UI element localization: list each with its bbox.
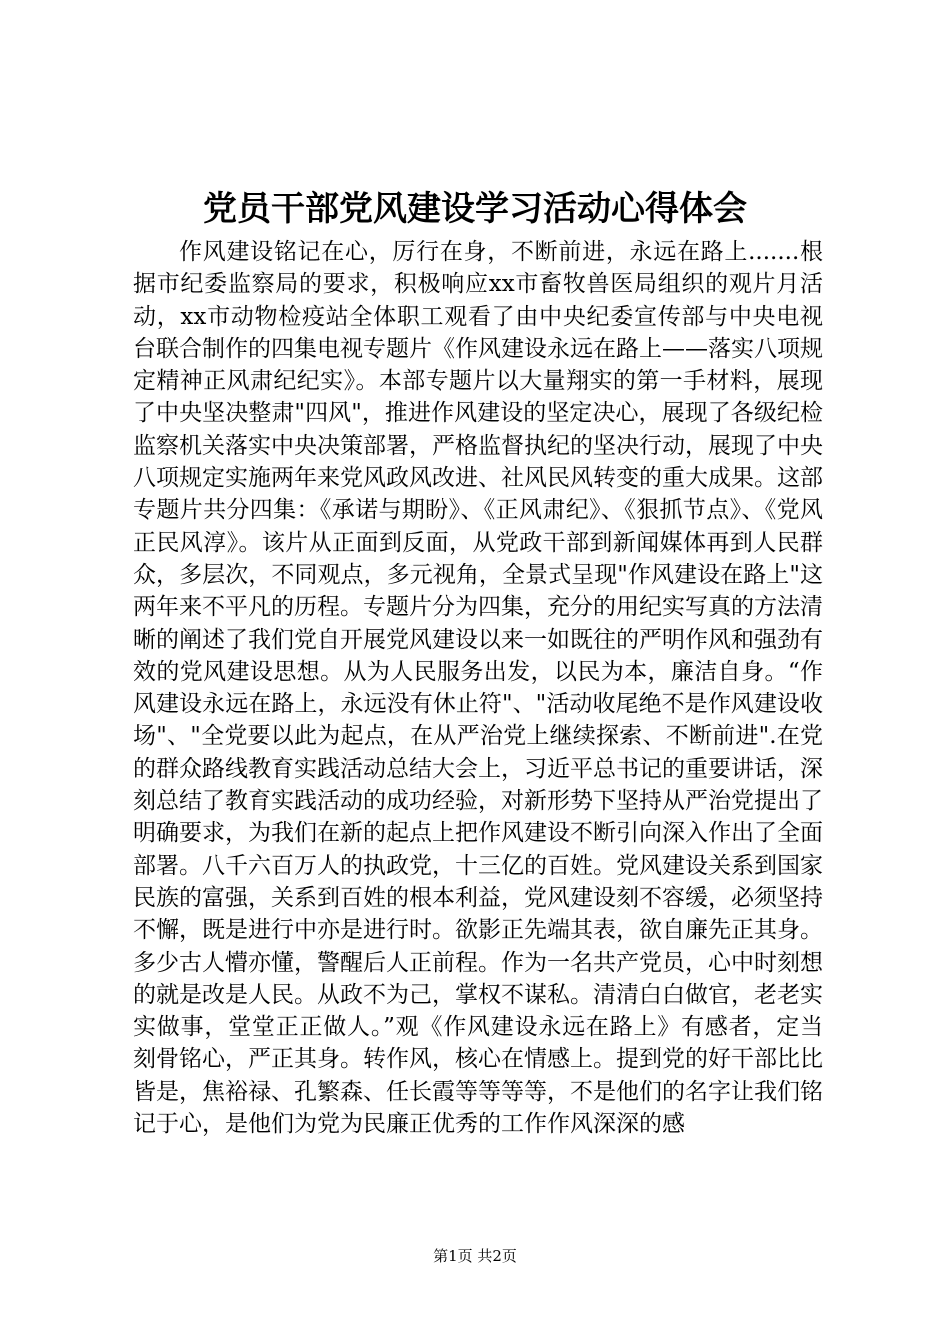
document-title: 党员干部党风建设学习活动心得体会: [203, 189, 747, 229]
page-number: 第1页 共2页: [433, 1247, 517, 1265]
body-paragraph: 作风建设铭记在心，厉行在身，不断前进，永远在路上.......根据市纪委监察局的要求，积极响应xx市畜牧兽医局组织的观片月活动，xx市动物检疫站全体职工观看了由中央纪委宣传部与中央电视台联合制作的四集电视专题片《作风建设永远在路上——落实八项规定精神正风肃纪纪实》。本部专题片以大量翔实的第一手材料，展现了中央坚决整肃"四风"，推进作风建设的坚定决心，展现了各级纪检监察机关落实中央决策部署，严格监督执纪的坚决行动，展现了中央八项规定实施两年来党风政风改进、社风民风转变的重大成果。这部专题片共分四集：《承诺与期盼》、《正风肃纪》、《狠抓节点》、《党风正民风淳》。该片从正面到反面，从党政干部到新闻媒体再到人民群众，多层次，不同观点，多元视角，全景式呈现"作风建设在路上"这两年来不平凡的历程。专题片分为四集，充分的用纪实写真的方法清晰的阐述了我们党自开展党风建设以来一如既往的严明作风和强劲有效的党风建设思想。从为人民服务出发，以民为本，廉洁自身。“作风建设永远在路上，永远没有休止符"、"活动收尾绝不是作风建设收场"、"全党要以此为起点，在从严治党上继续探索、不断前进".在党的群众路线教育实践活动总结大会上，习近平总书记的重要讲话，深刻总结了教育实践活动的成功经验，对新形势下坚持从严治党提出了明确要求，为我们在新的起点上把作风建设不断引向深入作出了全面部署。八千六百万人的执政党，十三亿的百姓。党风建设关系到国家民族的富强，关系到百姓的根本利益，党风建设刻不容缓，必须坚持不懈，既是进行中亦是进行时。欲影正先端其表，欲自廉先正其身。多少古人懵亦懂，警醒后人正前程。作为一名共产党员，心中时刻想的就是改是人民。从政不为己，掌权不谋私。清清白白做官，老老实实做事，堂堂正正做人。”观《作风建设永远在路上》有感者，定当刻骨铭心，严正其身。转作风，核心在情感上。提到党的好干部比比皆是，焦裕禄、孔繁森、任长霞等等等等，不是他们的名字让我们铭记于心，是他们为党为民廉正优秀的工作作风深深的感: [133, 239, 823, 1138]
